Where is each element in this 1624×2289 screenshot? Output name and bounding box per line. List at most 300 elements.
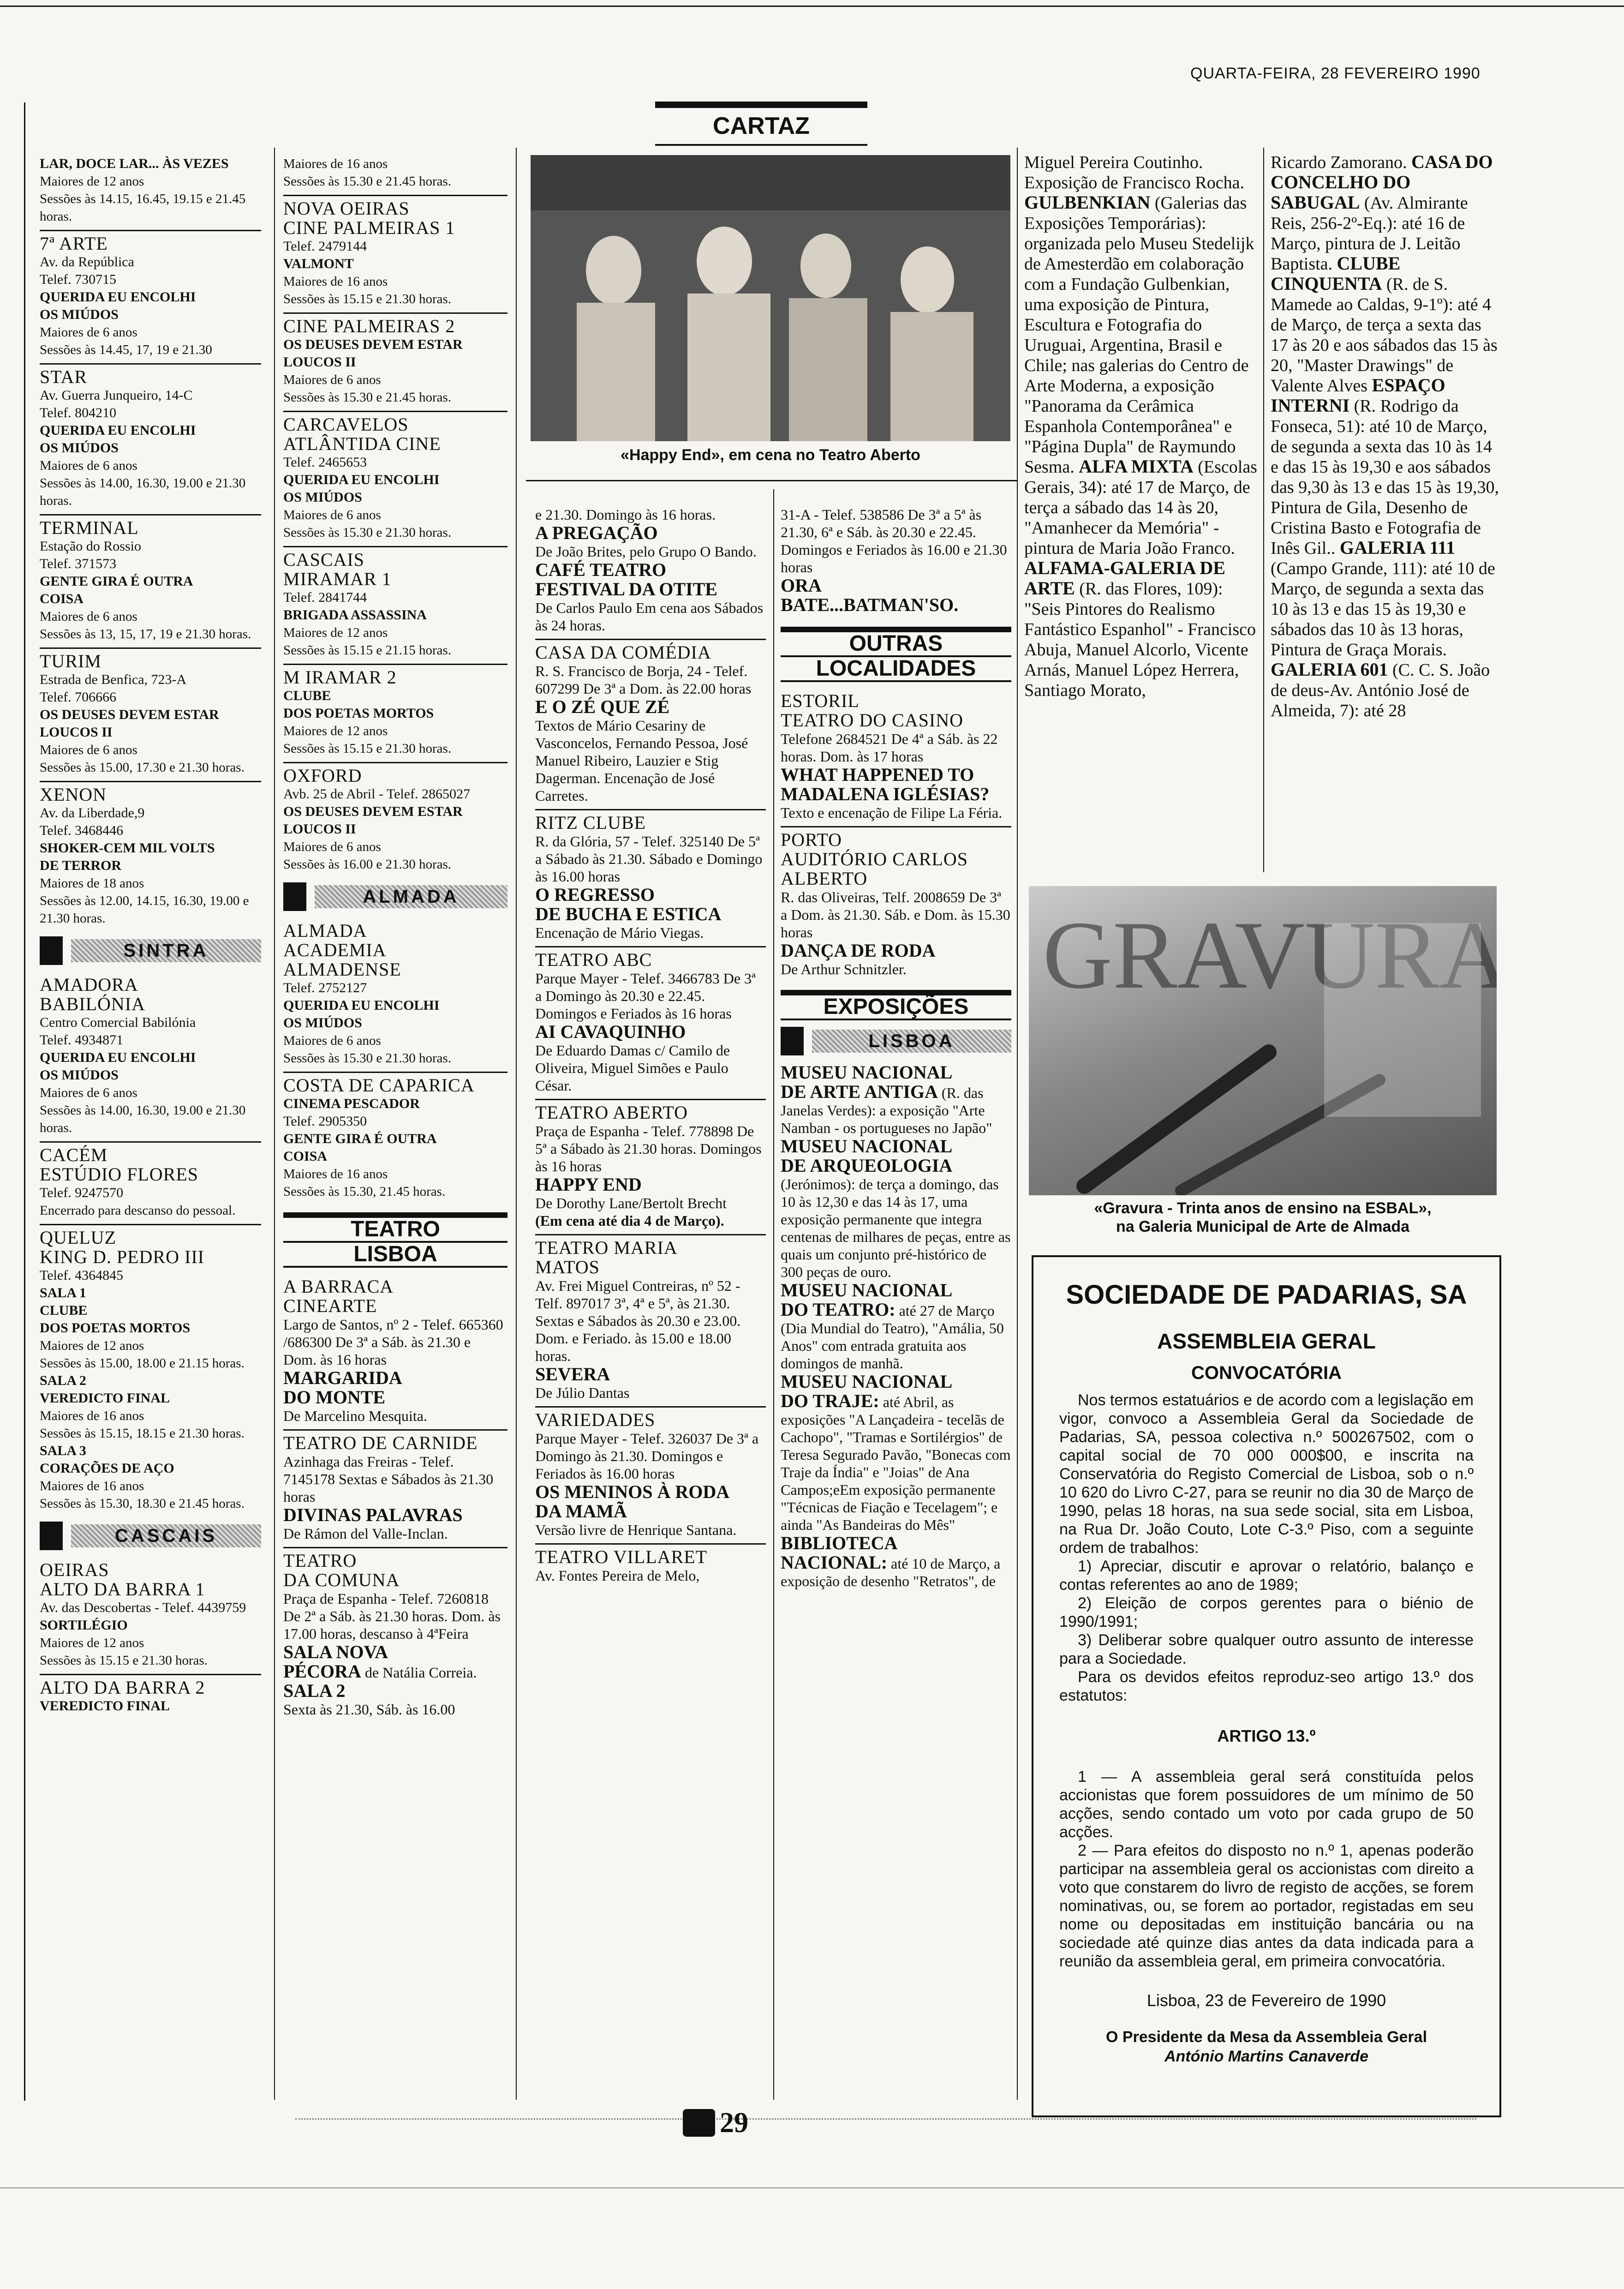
agenda-item: 1) Apreciar, discutir e aprovar o relatório, balanço e contas referentes ao ano de 1989; (1059, 1558, 1474, 1594)
phone: Telef. 2905350 (283, 1114, 367, 1129)
venue-name: ALTO DA BARRA 2 (40, 1677, 205, 1698)
listing-teatro-de-carnide (283, 1429, 508, 1542)
sessions: Sessões às 15.15 e 21.30 horas. (283, 741, 452, 756)
region-band-cascais (40, 1522, 261, 1550)
band-marker (781, 1027, 804, 1055)
film-title: DE TERROR (40, 858, 121, 873)
rating: Maiores de 6 anos (40, 1085, 137, 1100)
listing-costa-de-caparica (283, 1072, 508, 1200)
play-title: DIVINAS PALAVRAS (283, 1504, 463, 1525)
details: (Campo Grande, 111): até 10 de Março, de segunda a sexta das 10 às 13 e das 15 às 19,30 e sábados das 10 às 13 horas, Pintura de Graça Morais. (1271, 559, 1495, 659)
paragraph: 2 — Para efeitos do disposto no n.º 1, apenas poderão participar na assembleia geral os accionistas com direito a voto que constarem do livro de registo de acções, se forem nominativas, ou, se forem ao portador, registadas em seu nome ou depositadas em instituição bancária ou na sociedade até quinze dias antes da data indicada para a reunião da assembleia geral, em primeira convocatória. (1059, 1842, 1474, 1970)
listing-miramar-2 (283, 664, 508, 757)
sessions: Sessões às 14.00, 16.30, 19.00 e 21.30 horas. (40, 476, 246, 508)
sessions: Sessões às 15.15 e 21.15 horas. (283, 643, 452, 658)
cinema-name: CINEMA PESCADOR (283, 1096, 420, 1111)
sessions: Sessões às 14.45, 17, 19 e 21.30 (40, 342, 212, 357)
listing-terminal (40, 514, 261, 643)
author: De Arthur Schnitzler. (781, 961, 907, 977)
listing-lar-doce-lar (40, 155, 261, 225)
town-name: AMADORA (40, 974, 138, 995)
listing-casa-da-comedia (535, 639, 766, 804)
play-title: MARGARIDA (283, 1367, 402, 1388)
play-title: E O ZÉ QUE ZÉ (535, 696, 670, 717)
film-title: QUERIDA EU ENCOLHI (40, 289, 196, 305)
details: Azinhaga das Freiras - Telef. 7145178 Sextas e Sábados às 21.30 horas (283, 1453, 494, 1505)
heading-line: TEATRO (283, 1212, 508, 1243)
heading-line: LOCALIDADES (781, 657, 1011, 682)
notice-title: SOCIEDADE DE PADARIAS, SA (1066, 1280, 1467, 1310)
rating: Maiores de 16 anos (283, 1167, 388, 1181)
film-title: OS DEUSES DEVEM ESTAR (283, 337, 463, 352)
rating: Maiores de 16 anos (40, 1408, 144, 1423)
rating: Maiores de 6 anos (40, 458, 137, 473)
venue-name: BABILÓNIA (40, 994, 145, 1014)
film-title: QUERIDA EU ENCOLHI (40, 423, 196, 438)
venue-name: A BARRACA (283, 1276, 394, 1297)
address: Estrada de Benfica, 723-A (40, 672, 187, 687)
sessions: Sessões às 14.00, 16.30, 19.00 e 21.30 horas. (40, 1103, 246, 1135)
publication-logo-icon (683, 2109, 715, 2137)
venue-name: ALTO DA BARRA 1 (40, 1579, 205, 1600)
film-title: OS MIÚDOS (283, 1015, 362, 1031)
listing-continued (283, 155, 508, 190)
heading-line: OUTRAS (781, 627, 1011, 657)
museum-name: MUSEU NACIONAL (781, 1371, 953, 1392)
rating: Maiores de 16 anos (283, 156, 388, 171)
phone: Telef. 4364845 (40, 1268, 124, 1283)
gravura-photo (1029, 886, 1497, 1195)
venue-name: STAR (40, 366, 88, 387)
column-5 (1024, 152, 1258, 701)
issue-date: QUARTA-FEIRA, 28 FEVEREIRO 1990 (1190, 65, 1481, 82)
town-name: PORTO (781, 829, 842, 850)
author: De Dorothy Lane/Bertolt Brecht (535, 1195, 727, 1211)
play-title: MADALENA IGLÉSIAS? (781, 784, 990, 804)
details: 31-A - Telef. 538586 De 3ª a 5ª às 21.30, 6ª e Sáb. às 20.30 e 22.45. Domingos e Feriados às 16.00 e 21.30 horas (781, 506, 1007, 575)
film-title: LOUCOS II (40, 725, 113, 740)
details: Praça de Espanha - Telef. 778898 De 5ª a Sábado às 21.30 horas. Domingos às 16 horas (535, 1123, 762, 1174)
details: até 10 de Março, a exposição de desenho "Retratos", de (781, 1555, 1001, 1589)
details: R. da Glória, 57 - Telef. 325140 De 5ª a Sábado às 21.30. Sábado e Domingo às 16.00 horas (535, 833, 763, 885)
band-marker (283, 882, 306, 911)
details: até 27 de Março (Dia Mundial do Teatro), "Amália, 50 Anos" com entrada gratuita aos domingos de manhã. (781, 1302, 1004, 1372)
venue-name: CASA DA COMÉDIA (535, 642, 711, 663)
details: Sexta às 21.30, Sáb. às 16.00 (283, 1701, 455, 1718)
sessions: Sessões às 13, 15, 17, 19 e 21.30 horas. (40, 627, 251, 641)
listing-teatro-maria-matos (535, 1234, 766, 1402)
phone: Telef. 3468446 (40, 823, 124, 838)
listing-a-barraca (283, 1274, 508, 1425)
museum-name: MUSEU NACIONAL (781, 1136, 953, 1156)
details: Av. Frei Miguel Contreiras, nº 52 - Telf. 897017 3ª, 4ª e 5ª, às 21.30. Sextas e Sábados às 20.30 e 23.00. Dom. e Feriado. às 15.00 e 18.00 horas. (535, 1277, 741, 1364)
author: de Natália Correia. (364, 1664, 477, 1681)
museum-name: DO TRAJE: (781, 1390, 879, 1411)
play-title: OS MENINOS À RODA (535, 1481, 730, 1502)
agenda-item: 2) Eleição de corpos gerentes para o biénio de 1990/1991; (1059, 1594, 1474, 1630)
heading-line: LISBOA (283, 1243, 508, 1268)
photo-caption: «Happy End», em cena no Teatro Aberto (621, 446, 920, 464)
museum-name: MUSEU NACIONAL (781, 1280, 953, 1300)
sessions: Sessões às 16.00 e 21.30 horas. (283, 857, 452, 872)
phone: Telef. 9247570 (40, 1185, 124, 1200)
rating: Maiores de 12 anos (40, 174, 144, 189)
phone: Telef. 730715 (40, 272, 117, 287)
phone: Telef. 804210 (40, 405, 117, 420)
rating: Maiores de 6 anos (283, 1033, 381, 1048)
venue-name: KING D. PEDRO III (40, 1246, 204, 1267)
museums-listing (781, 1063, 1011, 1590)
paragraph: Para os devidos efeitos reproduz-seo artigo 13.º dos estatutos: (1059, 1668, 1474, 1704)
place-date: Lisboa, 23 de Fevereiro de 1990 (1146, 1991, 1386, 2010)
band-label: SINTRA (71, 939, 261, 962)
gallery-name: ESPAÇO INTERNI (1271, 375, 1445, 416)
rating: Maiores de 6 anos (283, 839, 381, 854)
details: Miguel Pereira Coutinho. Exposição de Francisco Rocha. (1024, 153, 1244, 192)
rating: Maiores de 12 anos (40, 1338, 144, 1353)
column-divider (1017, 148, 1018, 2100)
film-title: GENTE GIRA É OUTRA (283, 1131, 437, 1146)
sessions: Sessões às 15.15, 18.15 e 21.30 horas. (40, 1426, 245, 1441)
gallery-name: CASA DO CONCELHO DO SABUGAL (1271, 151, 1493, 213)
listing-continued-batman (781, 506, 1011, 615)
details: e 21.30. Domingo às 16 horas. (535, 506, 716, 523)
details: Parque Mayer - Telef. 326037 De 3ª a Domingo às 21.30. Domingos e Feriados às 16.00 horas (535, 1430, 759, 1482)
film-title: COISA (283, 1149, 328, 1164)
listing-teatro-da-comuna (283, 1547, 508, 1718)
listing-atlantida-cine (283, 411, 508, 541)
address: Av. das Descobertas - Telef. 4439759 (40, 1600, 246, 1615)
play-title: HAPPY END (535, 1174, 642, 1195)
play-title: O REGRESSO (535, 884, 655, 905)
play-title: DA MAMÃ (535, 1501, 627, 1522)
venue-name: TEATRO DE CARNIDE (283, 1432, 478, 1453)
details: (Galerias das Exposições Temporárias): organizada pelo Museu Stedelijk de Amesterdão em colaboração com a Fundação Gulbenkian, uma exposição de Pintura, Escultura e Fotografia do Uruguai, Argentina, Brasil e Chile; nas galerias do Centro de Arte Moderna, a exposição "Panorama da Cerâmica Espanhola Contemporânea" e "Página Dupla" de Raymundo Sesma. (1024, 193, 1254, 477)
venue-name: ATLÂNTIDA CINE (283, 433, 441, 454)
listing-ritz-clube (535, 809, 766, 941)
sessions: Sessões às 15.00, 17.30 e 21.30 horas. (40, 760, 245, 775)
rating: Maiores de 6 anos (283, 372, 381, 387)
theatre-lisboa-heading (283, 1212, 508, 1268)
venue-name: OXFORD (283, 765, 362, 786)
region-band-lisboa (781, 1027, 1011, 1055)
town-name: OEIRAS (40, 1559, 109, 1580)
sessions: Sessões às 15.15 e 21.30 horas. (283, 292, 452, 306)
film-title: SHOKER-CEM MIL VOLTS (40, 840, 215, 856)
column-2 (283, 155, 508, 1718)
film-title: VEREDICTO FINAL (40, 1390, 170, 1406)
sessions: Sessões às 14.15, 16.45, 19.15 e 21.45 horas. (40, 192, 246, 224)
column-divider (516, 148, 517, 2100)
address: Av. Guerra Junqueiro, 14-C (40, 388, 193, 403)
details: (Av. Almirante Reis, 256-2º-Eq.): até 16 de Março, pintura de J. Leitão Baptista. (1271, 193, 1468, 274)
play-title: DO MONTE (283, 1387, 386, 1408)
article-heading: ARTIGO 13.º (1217, 1726, 1316, 1745)
venue-name: TEATRO ABERTO (535, 1102, 688, 1123)
phone: Telef. 371573 (40, 556, 117, 571)
sessions: Sessões às 15.30 e 21.45 horas. (283, 174, 452, 189)
room-label: SALA 2 (40, 1373, 86, 1388)
sessions: Sessões às 15.30, 18.30 e 21.45 horas. (40, 1496, 245, 1511)
play-title: BATE...BATMAN'SO. (781, 594, 959, 615)
outras-localidades-heading (781, 627, 1011, 682)
paragraph: 1 — A assembleia geral será constituída pelos accionistas que forem possuidores de um mínimo de 50 acções, sendo contado um voto por cada grupo de 50 acções. (1059, 1768, 1474, 1841)
gallery-name: CLUBE CINQUENTA (1271, 253, 1401, 294)
region-band-almada (283, 882, 508, 911)
film-title: LOUCOS II (283, 821, 356, 837)
listing-cine-palmeiras-2 (283, 312, 508, 406)
rating: Maiores de 18 anos (40, 876, 144, 891)
rating: Maiores de 6 anos (40, 325, 137, 340)
listing-variedades (535, 1406, 766, 1539)
listing-teatro-do-casino (781, 689, 1011, 821)
film-title: QUERIDA EU ENCOLHI (283, 472, 440, 487)
photo-figures (531, 155, 1010, 441)
column-3 (535, 506, 766, 1584)
signatory-name: António Martins Canaverde (1164, 2048, 1369, 2065)
rating: Maiores de 12 anos (40, 1636, 144, 1650)
column-divider (773, 489, 774, 2100)
details: (R. Rodrigo da Fonseca, 51): até 10 de Março, de segunda a sexta das 10 às 14 e das 15 às 19,30 e aos sábados das 9,30 às 13 e das 15 às 19,30, Pintura de Gila, Desenho de Cristina Basto e Fotografia de Inês Gil.. (1271, 396, 1499, 558)
venue-name: TEATRO (283, 1550, 357, 1571)
bottom-rule (0, 2187, 1624, 2188)
listing-7-arte (40, 230, 261, 359)
town-name: CACÉM (40, 1144, 108, 1165)
gravura-caption (1029, 1199, 1497, 1236)
footer-dotted-rule (295, 2118, 1476, 2120)
rating: Maiores de 6 anos (283, 508, 381, 522)
author: De Marcelino Mesquita. (283, 1408, 427, 1424)
film-title: BRIGADA ASSASSINA (283, 607, 427, 623)
region-band-sintra (40, 936, 261, 965)
room-label: SALA 1 (40, 1285, 86, 1300)
listing-academia-almadense (283, 918, 508, 1067)
details: R. das Oliveiras, Telf. 2008659 De 3ª a Dom. às 21.30. Sáb. e Dom. às 15.30 horas (781, 889, 1010, 941)
phone: Telef. 2465653 (283, 455, 367, 470)
details: (Escolas Gerais, 34): até 17 de Março, de terça a sábado das 14 às 20, "Amanhecer da Memória" - pintura de Maria João Franco. (1024, 457, 1257, 558)
room-label: SALA 2 (283, 1680, 346, 1701)
play-title: AI CAVAQUINHO (535, 1021, 686, 1042)
film-title: OS MIÚDOS (40, 1067, 119, 1083)
details: Versão livre de Henrique Santana. (535, 1522, 737, 1538)
film-title: VALMONT (283, 256, 354, 271)
listing-estudio-flores (40, 1141, 261, 1219)
venue-name: VARIEDADES (535, 1409, 656, 1430)
band-label: CASCAIS (71, 1524, 261, 1547)
happy-end-photo (531, 155, 1010, 441)
listing-xenon (40, 781, 261, 927)
venue-name: ACADEMIA (283, 940, 387, 960)
details: Texto e encenação de Filipe La Féria. (781, 804, 1003, 821)
play-title: FESTIVAL DA OTITE (535, 579, 717, 599)
listing-star (40, 363, 261, 509)
band-marker (40, 936, 63, 965)
venue-name: ALBERTO (781, 868, 868, 889)
film-title: CLUBE (283, 688, 331, 703)
details: Ricardo Zamorano. (1271, 153, 1407, 172)
details: De Eduardo Damas c/ Camilo de Oliveira, Miguel Simões e Paulo César. (535, 1042, 730, 1094)
film-title: COISA (40, 591, 84, 606)
gallery-name: GALERIA 111 (1339, 537, 1455, 558)
details: De Carlos Paulo Em cena aos Sábados às 24 horas. (535, 599, 764, 634)
column-6 (1271, 152, 1501, 721)
column-divider (274, 148, 275, 2100)
column-4 (781, 506, 1011, 1590)
film-title: DOS POETAS MORTOS (40, 1320, 191, 1336)
left-frame-rule (24, 102, 25, 2101)
sessions: Sessões às 15.15 e 21.30 horas. (40, 1653, 208, 1668)
listing-teatro-abc (535, 946, 766, 1094)
phone: Telef. 4934871 (40, 1032, 124, 1048)
notice-heading: CONVOCATÓRIA (1191, 1363, 1342, 1383)
column-1 (40, 155, 261, 1715)
details: Praça de Espanha - Telef. 7260818 De 2ª a Sáb. às 21.30 horas. Dom. às 17.00 horas, descanso à 4ªFeira (283, 1590, 501, 1642)
sessions: Sessões às 15.00, 18.00 e 21.15 horas. (40, 1356, 245, 1371)
play-title: A PREGAÇÃO (535, 522, 658, 543)
gallery-name: GALERIA 601 (1271, 659, 1388, 680)
band-marker (40, 1522, 63, 1550)
venue-name: CINE PALMEIRAS 1 (283, 217, 455, 238)
rating: Maiores de 6 anos (40, 609, 137, 624)
listing-alto-da-barra-2 (40, 1674, 261, 1715)
phone: Telef. 2479144 (283, 239, 367, 254)
venue-name: TERMINAL (40, 517, 139, 538)
town-name: CASCAIS (283, 549, 364, 570)
town-name: ALMADA (283, 920, 367, 941)
rating: Maiores de 16 anos (283, 274, 388, 289)
address: Avb. 25 de Abril - Telef. 2865027 (283, 786, 471, 802)
sessions: Sessões às 12.00, 14.15, 16.30, 19.00 e 21.30 horas. (40, 893, 249, 926)
rating: Maiores de 12 anos (283, 724, 388, 738)
venue-name: TEATRO MARIA (535, 1237, 678, 1258)
venue-name: TEATRO VILLARET (535, 1546, 708, 1567)
notice-subtitle: ASSEMBLEIA GERAL (1157, 1329, 1376, 1353)
page-number: 29 (720, 2107, 748, 2139)
details: Telefone 2684521 De 4ª a Sáb. às 22 horas. Dom. às 17 horas (781, 731, 998, 765)
play-title: WHAT HAPPENED TO (781, 764, 974, 785)
details: Largo de Santos, nº 2 - Telef. 665360 /686300 De 3ª a Sáb. às 21.30 e Dom. às 16 horas (283, 1316, 503, 1368)
film-title: LAR, DOCE LAR... ÀS VEZES (40, 156, 229, 171)
film-title: QUERIDA EU ENCOLHI (40, 1050, 196, 1065)
caption-rule (526, 480, 1017, 481)
artwork-lettering: GRAVURA (1043, 902, 1497, 1009)
address: Centro Comercial Babilónia (40, 1015, 196, 1030)
author: De Júlio Dantas (535, 1384, 630, 1401)
film-title: OS DEUSES DEVEM ESTAR (40, 707, 219, 722)
museum-name: DE ARQUEOLOGIA (781, 1155, 953, 1176)
details: R. S. Francisco de Borja, 24 - Telef. 607299 De 3ª a Dom. às 22.00 horas (535, 663, 752, 697)
details: (C. C. S. João de deus-Av. António José de Almeida, 7): até 28 (1271, 660, 1490, 720)
listing-babilonia (40, 972, 261, 1137)
exposicoes-heading (781, 990, 1011, 1020)
listing-teatro-villaret (535, 1543, 766, 1584)
paragraph: Nos termos estatuários e de acordo com a legislação em vigor, convoco a Assembleia Geral da Sociedade de Padarias, SA, pessoa colectiva n.º 500267502, com o capital social de 70 000 000$00, e inscrita na Conservatória do Registo Comercial de Lisboa, sob o n.º 10 620 do Livro C-27, para se reunir no dia 30 de Março de 1990, pelas 18 horas, na sua sede social, sita em Lisboa, na Rua Dr. João Couto, Lote C-3.º Piso, com a seguinte ordem de trabalhos: (1059, 1391, 1474, 1557)
venue-name: COSTA DE CAPARICA (283, 1075, 475, 1096)
caption-line: «Gravura - Trinta anos de ensino na ESBAL», (1094, 1199, 1432, 1217)
details: Encenação de Mário Viegas. (535, 924, 704, 941)
venue-name: ESTÚDIO FLORES (40, 1164, 199, 1185)
venue-name: TEATRO DO CASINO (781, 710, 963, 731)
play-title: DANÇA DE RODA (781, 940, 936, 961)
listing-oxford (283, 762, 508, 873)
gallery-name: GULBENKIAN (1024, 192, 1151, 213)
rating: Maiores de 12 anos (283, 625, 388, 640)
gallery-name: ALFAMA-GALERIA DE ARTE (1024, 557, 1225, 599)
section-title: CARTAZ (655, 102, 867, 146)
film-title: VEREDICTO FINAL (40, 1698, 170, 1714)
museum-name: BIBLIOTECA (781, 1533, 898, 1553)
author: De João Brites, pelo Grupo O Bando. (535, 543, 757, 560)
gallery-name: ALFA MIXTA (1079, 456, 1194, 477)
gravura-artwork (1029, 886, 1497, 1195)
room-label: SALA 3 (40, 1443, 86, 1458)
play-title: DE BUCHA E ESTICA (535, 904, 722, 924)
venue-name: ALMADENSE (283, 959, 401, 980)
details: (R. das Flores, 109): "Seis Pintores do Realismo Fantástico Espanhol" - Francisco Abuja, Manuel Alcorlo, Vicente Arnás, Manuel López Herrera, Santiago Morato, (1024, 579, 1256, 700)
sessions: Sessões às 15.30 e 21.30 horas. (283, 525, 452, 540)
caption-line: na Galeria Municipal de Arte de Almada (1116, 1218, 1410, 1235)
notice: (Em cena até dia 4 de Março). (535, 1212, 724, 1229)
town-name: ESTORIL (781, 690, 860, 711)
venue-name: CINEARTE (283, 1295, 377, 1316)
venue-name: MIRAMAR 1 (283, 569, 392, 589)
film-title: GENTE GIRA É OUTRA (40, 574, 193, 589)
town-name: CARCAVELOS (283, 414, 409, 435)
film-title: SORTILÉGIO (40, 1618, 128, 1633)
venue-name: CINE PALMEIRAS 2 (283, 316, 455, 336)
venue-name: M IRAMAR 2 (283, 667, 397, 688)
author: De Rámon del Valle-Inclan. (283, 1525, 448, 1542)
venue-name: 7ª ARTE (40, 233, 108, 254)
room-label: SALA NOVA (283, 1642, 388, 1662)
venue-name: XENON (40, 784, 107, 805)
town-name: QUELUZ (40, 1227, 116, 1248)
notice: Encerrado para descanso do pessoal. (40, 1203, 236, 1218)
rating: Maiores de 6 anos (40, 743, 137, 757)
listing-auditorio-carlos-alberto (781, 826, 1011, 978)
play-title: SEVERA (535, 1364, 610, 1384)
address: Av. da República (40, 254, 134, 270)
museum-name: DE ARTE ANTIGA (781, 1081, 938, 1102)
band-label: LISBOA (812, 1030, 1011, 1053)
film-title: LOUCOS II (283, 354, 356, 370)
museum-name: MUSEU NACIONAL (781, 1062, 953, 1083)
sociedade-padarias-notice (1032, 1255, 1501, 2117)
museum-name: DO TEATRO: (781, 1299, 896, 1320)
film-title: QUERIDA EU ENCOLHI (283, 998, 440, 1013)
agenda-item: 3) Deliberar sobre qualquer outro assunto de interesse para a Sociedade. (1059, 1631, 1474, 1667)
listing-miramar-1 (283, 546, 508, 659)
venue-name: DA COMUNA (283, 1570, 400, 1590)
venue-name: TURIM (40, 651, 102, 671)
film-title: OS MIÚDOS (40, 440, 119, 455)
details: (Jerónimos): de terça a domingo, das 10 às 12,30 e das 14 às 17, uma exposição permanente que integra centenas de milhares de peças, entre as quais um conjunto pré-histórico de 300 peças de ouro. (781, 1176, 1011, 1280)
listing-cine-palmeiras-1 (283, 195, 508, 308)
venue-name: RITZ CLUBE (535, 812, 646, 833)
notice-body (1033, 1384, 1499, 1971)
listing-alto-da-barra-1 (40, 1558, 261, 1669)
details: (R. das Janelas Verdes): a exposição "Arte Namban - os portugueses no Japão" (781, 1085, 992, 1136)
details: (R. de S. Mamede ao Caldas, 9-1º): até 4 de Março, de terça a sexta das 17 às 20 e aos sábados das 15 às 20, "Master Drawings" de Valente Alves (1271, 275, 1498, 395)
details: até Abril, as exposições "A Lançadeira - tecelãs de Cachopo", "Tramas e Sortilérgios" de Teresa Segurado Pavão, "Bonecas com Traje da Índia" e "Joias" de Ana Campos;eEm exposição permanente "Técnicas de Fiação e Tecelagem"; e ainda "As Bandeiras do Mês" (781, 1394, 1011, 1533)
listing-continued-o-bando (535, 506, 766, 634)
rating: Maiores de 16 anos (40, 1479, 144, 1493)
sessions: Sessões às 15.30, 21.45 horas. (283, 1184, 446, 1199)
film-title: OS MIÚDOS (283, 490, 362, 505)
town-name: NOVA OEIRAS (283, 198, 410, 219)
venue-name: MATOS (535, 1257, 600, 1277)
film-title: DOS POETAS MORTOS (283, 706, 434, 721)
